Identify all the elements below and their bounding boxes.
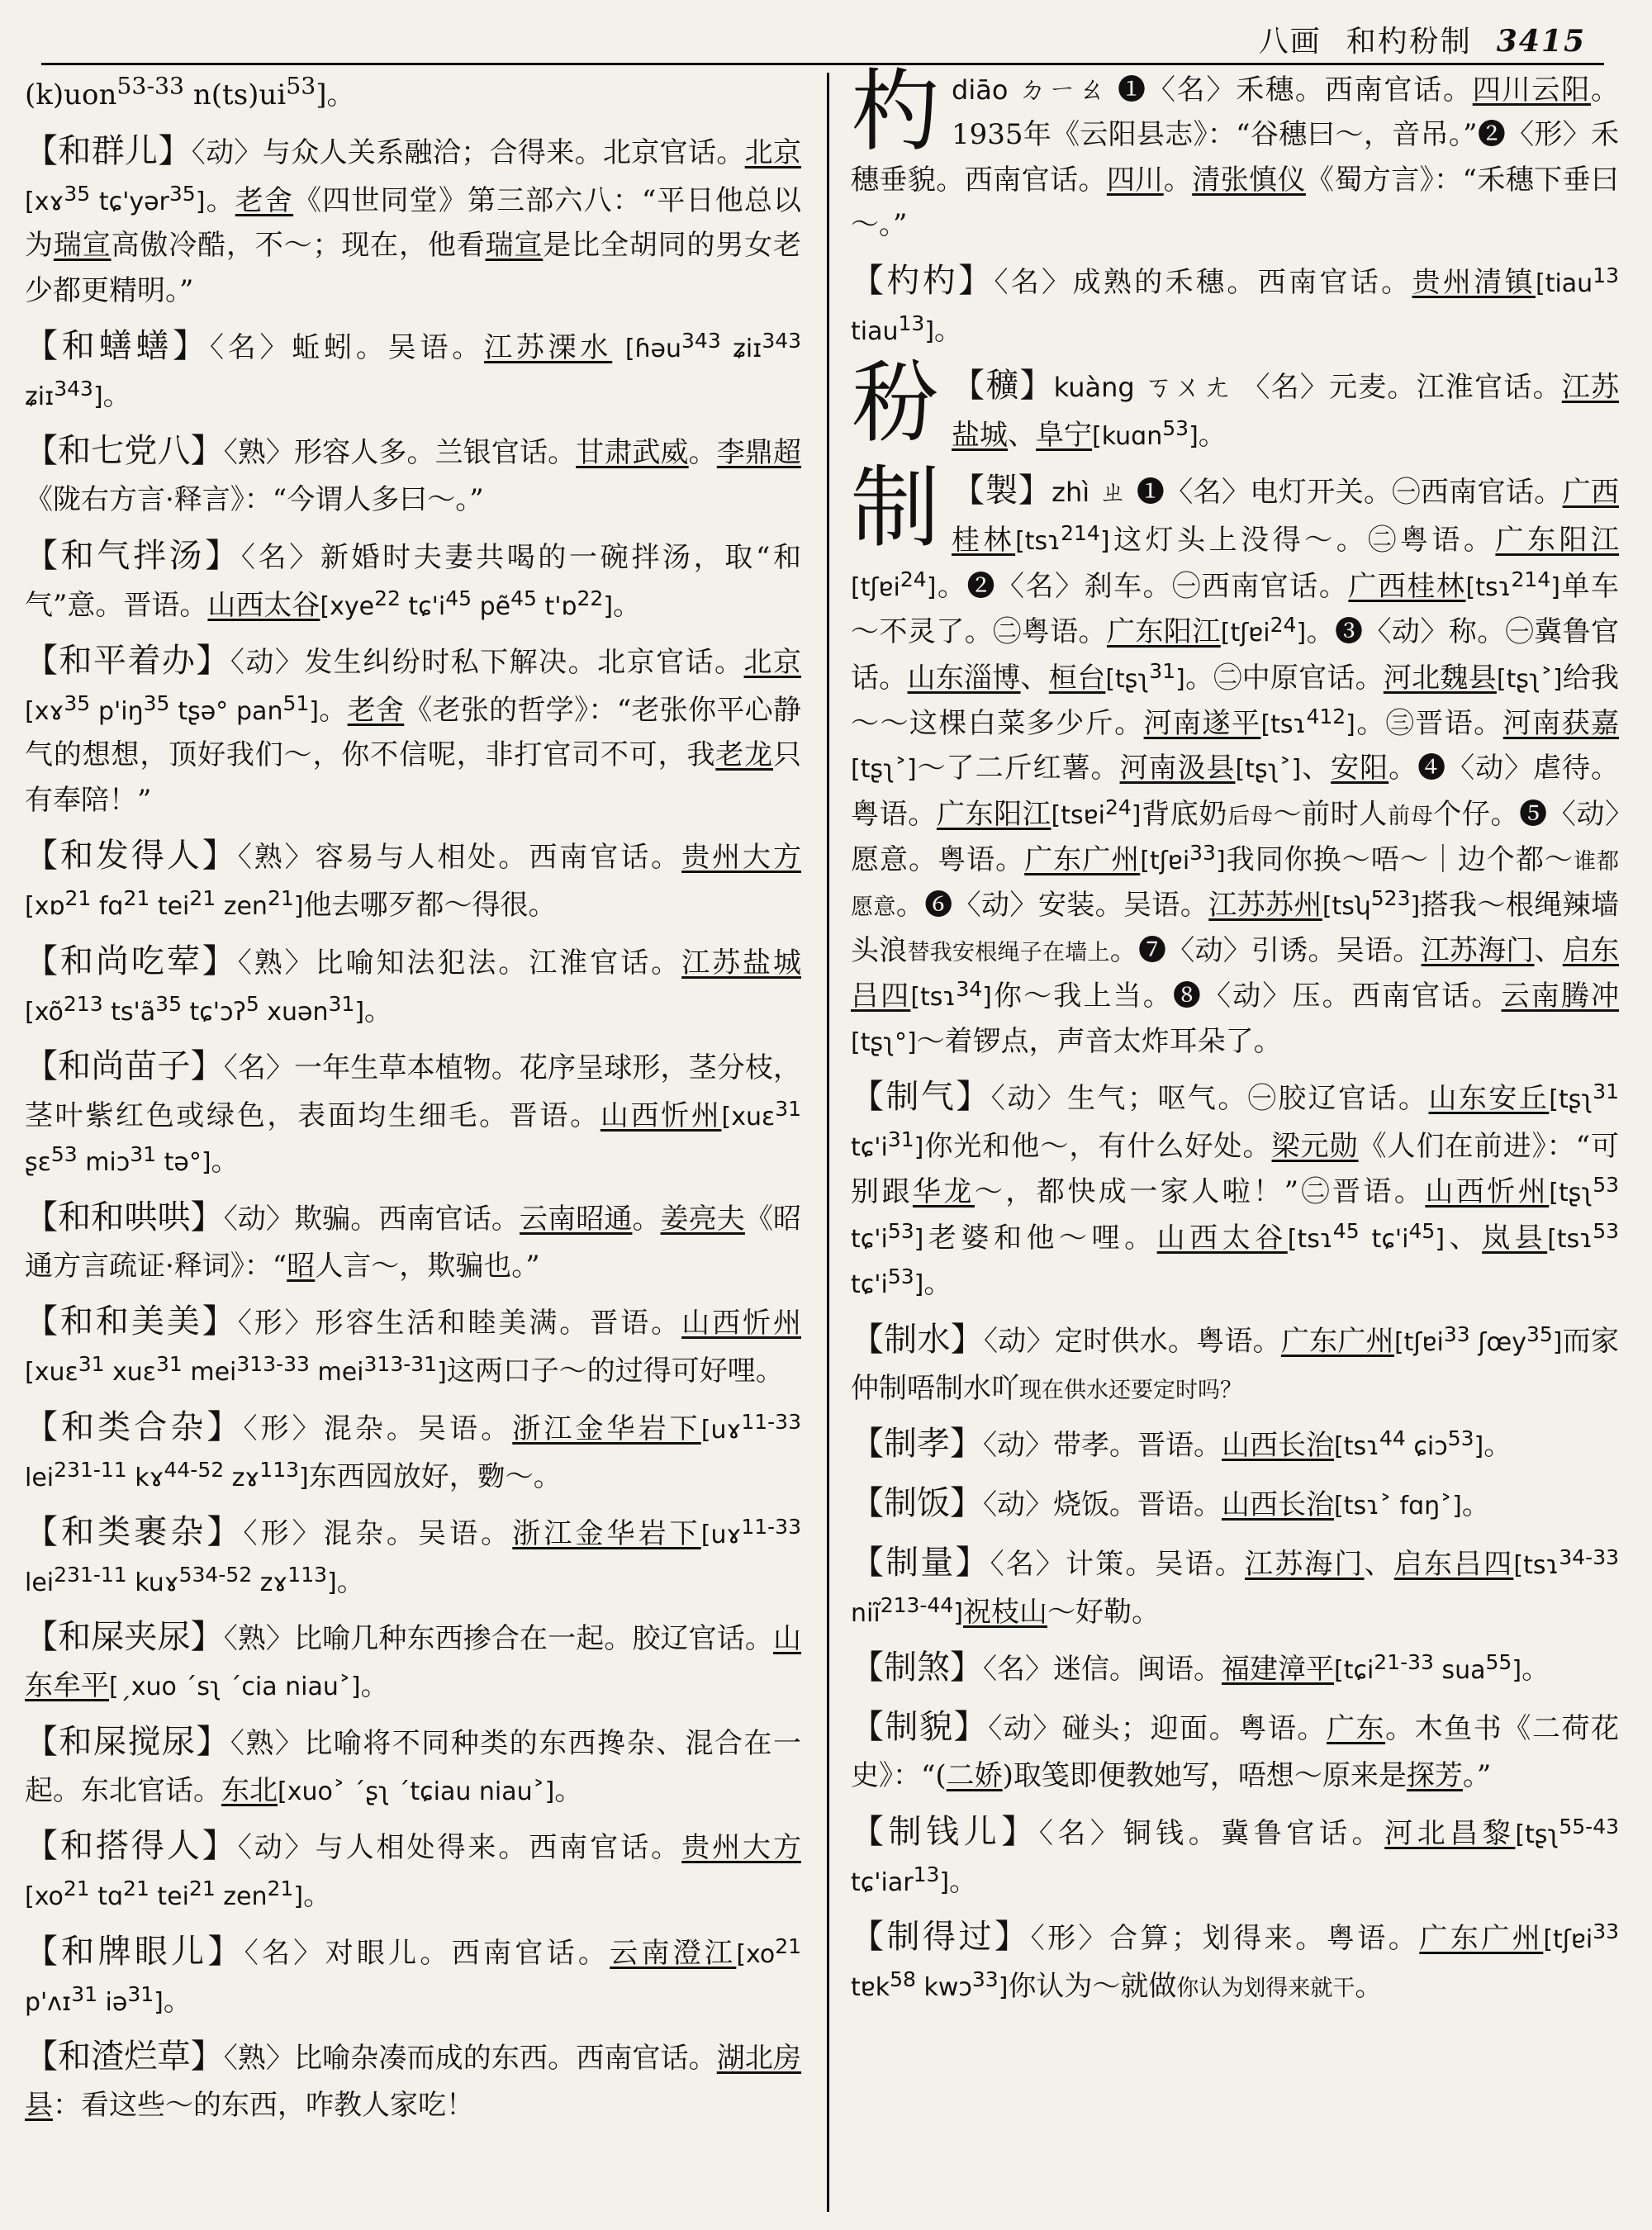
header-section: 八画 — [1258, 25, 1322, 59]
entry-text: 【和平着办】〈动〉发生纠纷时私下解决。北京官话。北京[xɤ$^{35}$ $p'iŋ^{35}$ tʂə° pan$^{51}$]。老舍《老张的哲学》：“老张你平心静气的想想，顶好我们～，你不信呢，非打官司不可，我老龙只有奉陪！” — [25, 642, 802, 817]
entry-text: 【和搭得人】〈动〉与人相处得来。西南官话。贵州大方[$xo^{21}$ tɑ$^{21}$ tei$^{21}$ zen$^{21}$]。 — [25, 1827, 801, 1913]
entry-text: 【和类合杂】〈形〉混杂。吴语。浙江金华岩下[uɤ$^{11-33}$ lei$^{231-11}$ kɤ$^{44-52}$ zɤ$^{113}$]东西囥放好，覅～。 — [25, 1407, 801, 1493]
right-entry — [851, 1910, 1619, 2009]
left-entry — [25, 1401, 801, 1499]
header-rule — [41, 63, 1604, 65]
entry-text: 【和七党八】〈熟〉形容人多。兰银官话。甘肃武威。李鼎超《陇右方言·释言》：“今谓人多曰～。” — [25, 432, 802, 517]
entry-text: 【和蟮蟮】〈名〉蚯蚓。吴语。江苏溧水 [ɦəu$^{343}$ ʑiɪ$^{343}$ ʑiɪ$^{343}$]。 — [25, 326, 802, 412]
column-divider — [827, 73, 829, 2212]
entry-text: 【和尚苗子】〈名〉一年生草本植物。花序呈球形，茎分枝，茎叶紫红色或绿色，表面均生细毛。晋语。山西忻州[xuɛ$^{31}$ ʂɛ$^{53}$ miɔ$^{31}$ tə°]。 — [25, 1047, 802, 1179]
entry-text: 【和屎夹尿】〈熟〉比喻几种东西掺合在一起。胶辽官话。山东牟平[ˏxuo ˊsʅ ˊcia niau˃]。 — [25, 1618, 802, 1703]
entry-text: 【和群儿】〈动〉与众人关系融洽；合得来。北京官话。北京[xɤ$^{35}$ tɕ'yər$^{35}$]。老舍《四世同堂》第三部六八：“平日他总以为瑞宣高傲冷酷，不～；现在，他看瑞宣是比全胡同的男女老少都更精明。” — [25, 131, 802, 307]
left-entry — [25, 2030, 801, 2128]
left-entry — [25, 1925, 801, 2024]
headword-character: 秎 — [851, 351, 941, 455]
entry-text: 【和和美美】〈形〉形容生活和睦美满。晋语。山西忻州[xuɛ$^{31}$ xuɛ$^{31}$ mei$^{313-33}$ mei$^{313-31}$]这两口子～的过得可好哩。 — [25, 1302, 801, 1388]
headword-character: 杓 — [851, 60, 941, 164]
right-entry — [851, 1805, 1619, 1904]
running-head — [1259, 18, 1586, 60]
left-entry — [25, 1191, 801, 1288]
right-entry — [851, 1313, 1619, 1411]
entry-text: 【製】zhì ㄓ ❶〈名〉电灯开关。㊀西南官话。广西桂林[tsɿ$^{214}$]这灯头上没得～。㊁粤语。广东阳江[tʃɐi$^{24}$]。❷〈名〉刹车。㊀西南官话。广西桂林[tsɿ$^{214}$]单车～不灵了。㊁粤语。广东阳江[tʃɐi$^{24}$]。❸〈动〉称。㊀冀鲁官话。山东淄博、桓台[tʂʅ$^{31}$]。㊁中原官话。河北魏县[tʂʅ˃]给我～～这棵白菜多少斤。河南遂平[tsɿ$^{412}$]。㊂晋语。河南获嘉[tʂʅ˃]～了二斤红薯。河南汲县[tʂʅ˃]、安阳。❹〈动〉虐待。粤语。广东阳江[tsɐi$^{24}$]背底奶后母～前时人前母个仔。❺〈动〉愿意。粤语。广东广州[tʃɐi$^{33}$]我同你换～唔～｜边个都～谁都愿意。❻〈动〉安装。吴语。江苏苏州[tsʮ$^{523}$]搭我～根绳辣墙头浪替我安根绳子在墙上。❼〈动〉引诱。吴语。江苏海门、启东吕四[tsɿ$^{34}$]你～我上当。❽〈动〉压。西南官话。云南腾冲[tʂʅ°]～着锣点，声音太炸耳朵了。 — [851, 472, 1620, 1058]
entry-text: 【制孝】〈动〉带孝。晋语。山西长治[tsɿ$^{44}$ ɕiɔ$^{53}$]。 — [851, 1424, 1512, 1463]
left-entry — [25, 935, 801, 1033]
left-entry — [25, 529, 801, 628]
left-entry — [25, 829, 801, 928]
left-entry — [25, 1040, 801, 1184]
entry-text: 【和发得人】〈熟〉容易与人相处。西南官话。贵州大方[xɒ$^{21}$ fɑ$^{21}$ tei$^{21}$ zen$^{21}$]他去哪歹都～得很。 — [25, 837, 801, 923]
entry-text: 【和气拌汤】〈名〉新婚时夫妻共喝的一碗拌汤，取“和气”意。晋语。山西太谷[xye$^{22}$ $tɕ'i^{45}$ pẽ$^{45}$ t'ɒ$^{22}$]。 — [25, 536, 801, 622]
right-entry — [851, 1477, 1619, 1530]
right-entry — [851, 1701, 1619, 1798]
entry-text: 【制气】〈动〉生气；呕气。㊀胶辽官话。山东安丘[tʂʅ$^{31}$ $tɕ'i^{31}$]你光和他～，有什么好处。梁元勋《人们在前进》：“可别跟华龙～，都快成一家人啦！”㊁晋语。山西忻州[tʂʅ$^{53}$ $tɕ'i^{53}$]老婆和他～哩。山西太谷[tsɿ$^{45}$ $tɕ'i^{45}$]、岚县[tsɿ$^{53}$ $tɕ'i^{53}$]。 — [851, 1078, 1620, 1301]
entry-text: diāo ㄉㄧㄠ ❶〈名〉禾穗。西南官话。四川云阳。1935年《云阳县志》：“谷穗曰～，音吊。”❷〈形〉禾穗垂貌。西南官话。四川。清张慎仪《蜀方言》：“禾穗下垂曰～。” — [851, 74, 1620, 242]
entry-text: (k)uon$^{53-33}$ $n(ts)ui^{53}$]。 — [25, 73, 355, 112]
entry-text: 【制得过】〈形〉合算；划得来。粤语。广东广州[tʃɐi$^{33}$ tɐk$^{58}$ kwɔ$^{33}$]你认为～就做你认为划得来就干。 — [851, 1918, 1620, 2004]
right-entry — [851, 457, 1620, 1064]
left-entry — [25, 1820, 801, 1918]
headword-character: 制 — [851, 457, 941, 561]
left-entry — [25, 634, 801, 823]
entry-text: 【和类裹杂】〈形〉混杂。吴语。浙江金华岩下[uɤ$^{11-33}$ lei$^{231-11}$ kuɤ$^{534-52}$ zɤ$^{113}$]。 — [25, 1512, 801, 1598]
right-entry — [851, 1417, 1619, 1470]
right-entry — [851, 254, 1619, 353]
left-entry — [25, 1295, 801, 1393]
right-entry — [851, 351, 1619, 458]
entry-text: 【和牌眼儿】〈名〉对眼儿。西南官话。云南澄江[$xo^{21}$ p'ʌɪ$^{31}$ iə$^{31}$]。 — [25, 1932, 802, 2018]
left-entry — [25, 320, 801, 418]
left-entry — [25, 1506, 801, 1604]
right-entry — [851, 1641, 1619, 1694]
left-entry — [25, 125, 801, 313]
left-entry — [25, 1611, 801, 1708]
header-chars: 和杓秎制 — [1346, 25, 1472, 59]
left-column — [25, 68, 801, 2134]
left-entry — [25, 425, 801, 522]
entry-text: 【制饭】〈动〉烧饭。晋语。山西长治[tsɿ˃ fɑŋ˃]。 — [851, 1483, 1490, 1522]
entry-text: 【制貌】〈动〉碰头；迎面。粤语。广东。木鱼书《二荷花史》：“(二娇)取笺即便教她写，唔想～原来是探芳。” — [851, 1708, 1620, 1793]
entry-text: 【和尚吃荤】〈熟〉比喻知法犯法。江淮官话。江苏盐城[$xõ^{213}$ $ts'ã^{35}$ tɕ'ɔʔ$^5$ xuən$^{31}$]。 — [25, 942, 801, 1027]
right-column — [851, 60, 1620, 2016]
entry-text: 【制钱儿】〈名〉铜钱。冀鲁官话。河北昌黎[tʂʅ$^{55-43}$ tɕ'iar$^{13}$]。 — [851, 1812, 1620, 1898]
entry-text: 【制水】〈动〉定时供水。粤语。广东广州[tʃɐi$^{33}$ ʃœy$^{35}$]而家仲制唔制水吖现在供水还要定时吗？ — [851, 1320, 1620, 1405]
entry-text: 【和屎搅尿】〈熟〉比喻将不同种类的东西搀杂、混合在一起。东北官话。东北[xuo˃ ˊʂʅ ˊtɕiau niau˃]。 — [25, 1722, 802, 1807]
left-entry — [25, 1715, 801, 1813]
right-entry — [851, 1070, 1619, 1307]
left-entry — [25, 68, 801, 118]
right-entry — [851, 1536, 1619, 1635]
entry-text: 【制煞】〈名〉迷信。闽语。福建漳平[tɕi$^{21-33}$ sua$^{55}$]。 — [851, 1649, 1550, 1687]
header-page-number: 3415 — [1496, 24, 1586, 59]
entry-text: 【和渣烂草】〈熟〉比喻杂凑而成的东西。西南官话。湖北房县：看这些～的东西，咋教人家吃！ — [25, 2037, 802, 2122]
right-entry — [851, 60, 1620, 248]
entry-text: 【穬】kuàng ㄎㄨㄤ 〈名〉元麦。江淮官话。江苏盐城、阜宁[kuɑn$^{53}$]。 — [952, 366, 1619, 452]
entry-text: 【和和哄哄】〈动〉欺骗。西南官话。云南昭通。姜亮夫《昭通方言疏证·释词》：“昭人言～，欺骗也。” — [25, 1198, 802, 1283]
entry-text: 【制量】〈名〉计策。吴语。江苏海门、启东吕四[tsɿ$^{34-33}$ niĩ$^{213-44}$]祝枝山～好勒。 — [851, 1543, 1620, 1629]
entry-text: 【杓杓】〈名〉成熟的禾穗。西南官话。贵州清镇[tiau$^{13}$ tiau$^{13}$]。 — [851, 261, 1620, 347]
page-header — [0, 0, 1652, 64]
